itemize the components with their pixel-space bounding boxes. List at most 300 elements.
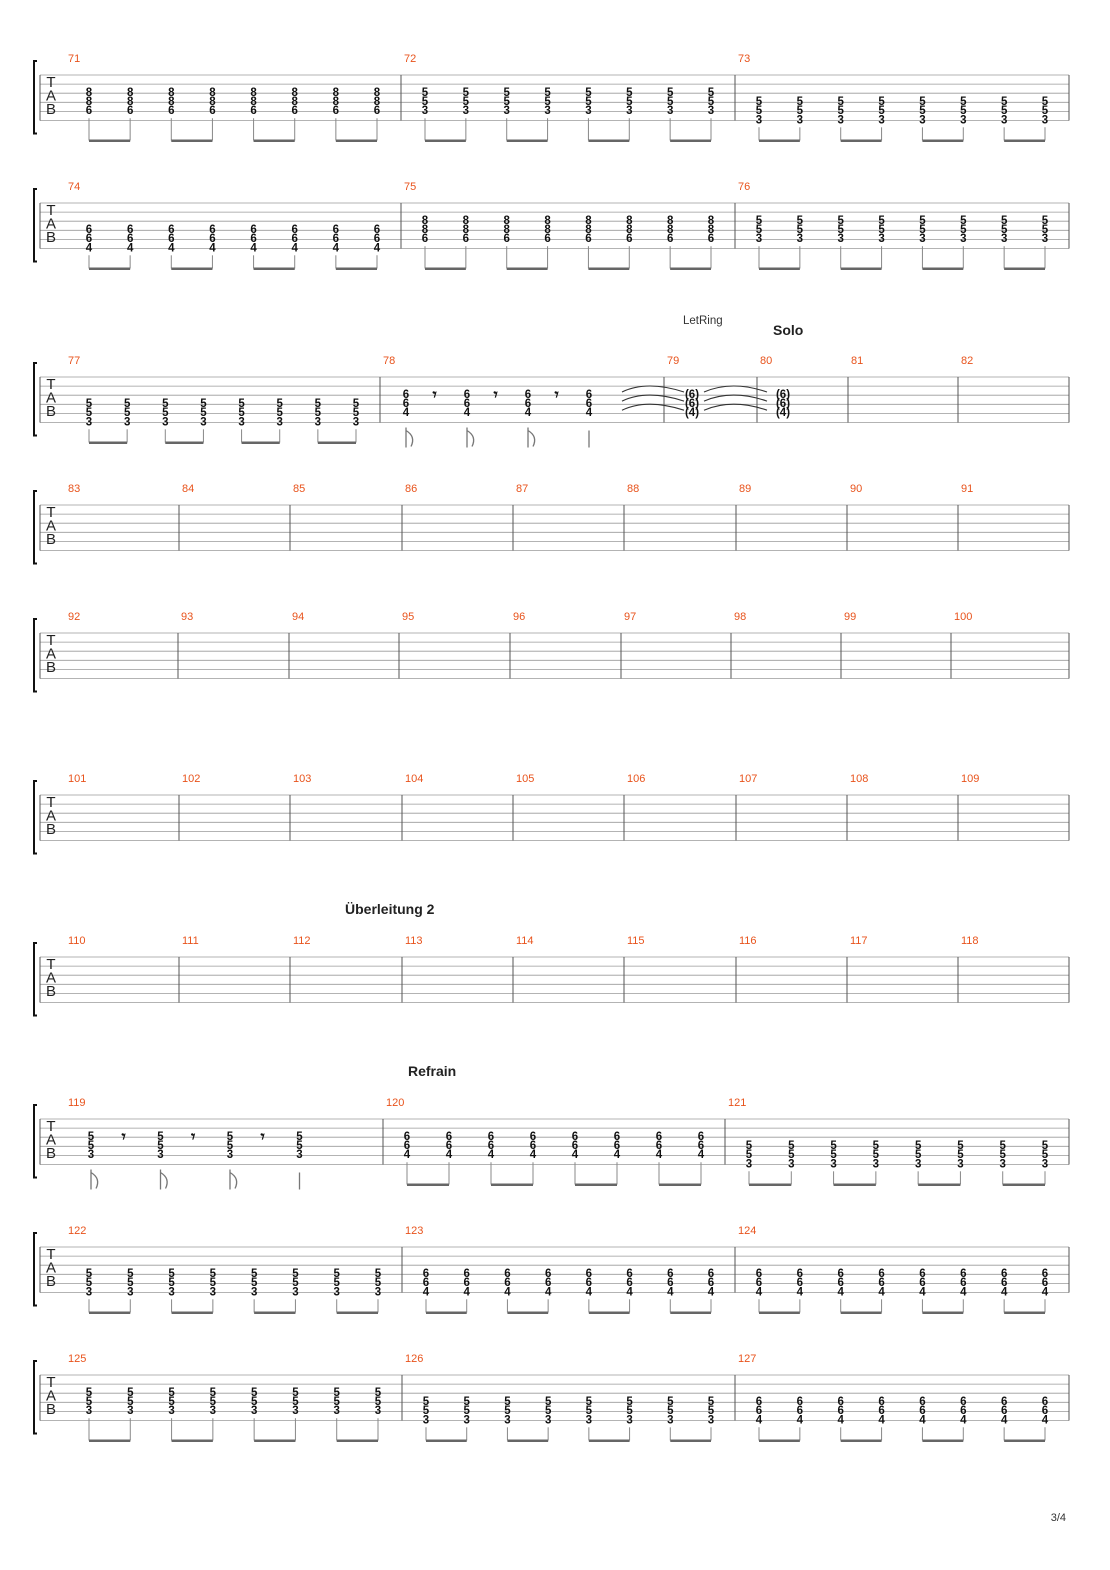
- fret-number: 6: [373, 233, 381, 246]
- tie-arc: [704, 386, 767, 392]
- measure-number: 123: [405, 1225, 424, 1237]
- fret-number: 6: [626, 1277, 633, 1290]
- measure-number: 111: [182, 935, 199, 947]
- beam: [841, 1312, 882, 1315]
- fret-number: (4): [775, 407, 791, 420]
- fret-number: 6: [613, 1140, 621, 1153]
- tab-system: [34, 619, 1069, 692]
- fret-number: 5: [333, 1396, 340, 1409]
- fret-number: 5: [1041, 105, 1049, 118]
- fret-number: 5: [292, 1387, 299, 1399]
- fret-number: 5: [919, 96, 926, 109]
- beam: [670, 1312, 711, 1315]
- fret-number: 4: [332, 242, 340, 255]
- system-bracket: [34, 189, 37, 262]
- fret-number: 3: [422, 1414, 430, 1427]
- measure-number: 109: [961, 773, 980, 785]
- fret-number: 3: [333, 1405, 340, 1418]
- fret-number: 5: [314, 407, 322, 420]
- fret-number: 5: [919, 105, 926, 118]
- fret-number: 6: [666, 233, 674, 246]
- fret-number: 3: [626, 1414, 633, 1427]
- fret-number: 6: [524, 389, 532, 401]
- beam: [922, 268, 963, 271]
- fret-number: 6: [571, 1140, 579, 1153]
- fret-number: 5: [421, 87, 429, 99]
- eighth-rest: 𝄾: [191, 1127, 196, 1146]
- fret-number: 5: [250, 1396, 258, 1409]
- fret-number: 4: [697, 1149, 705, 1162]
- fret-number: 4: [1000, 1414, 1008, 1427]
- tab-clef-letter: B: [45, 821, 57, 838]
- fret-number: 5: [919, 215, 926, 227]
- fret-number: 6: [1041, 1405, 1049, 1418]
- beam: [254, 140, 295, 143]
- fret-number: 5: [544, 96, 551, 109]
- fret-number: 4: [373, 242, 381, 255]
- fret-number: 8: [168, 87, 175, 99]
- fret-number: 3: [878, 114, 885, 127]
- tab-system: [34, 781, 1069, 854]
- fret-number: 3: [168, 1405, 175, 1418]
- fret-number: 6: [837, 1405, 844, 1418]
- beam: [318, 442, 356, 445]
- tab-clef-letter: A: [45, 645, 57, 663]
- beam: [918, 1184, 960, 1187]
- fret-number: 5: [544, 1405, 552, 1418]
- measure-number: 87: [516, 483, 529, 495]
- tab-system: [34, 363, 1069, 448]
- fret-number: 4: [463, 407, 471, 420]
- fret-number: 5: [296, 1131, 303, 1143]
- fret-number: 3: [250, 1286, 258, 1299]
- fret-number: 4: [837, 1286, 844, 1299]
- fret-number: 6: [707, 233, 715, 246]
- tab-clef-letter: T: [46, 504, 56, 521]
- section-label: Refrain: [408, 1063, 457, 1079]
- fret-number: 4: [126, 242, 134, 255]
- fret-number: 5: [352, 407, 360, 420]
- fret-number: 8: [85, 96, 93, 109]
- fret-number: 6: [445, 1140, 453, 1153]
- fret-number: 6: [1000, 1268, 1008, 1281]
- fret-number: 6: [529, 1140, 537, 1153]
- fret-number: 3: [919, 114, 926, 127]
- fret-number: 5: [1041, 224, 1049, 237]
- beam: [242, 442, 280, 445]
- eighth-flag: [230, 1170, 237, 1190]
- tab-clef-letter: T: [46, 794, 56, 811]
- measure-number: 114: [516, 935, 534, 947]
- fret-number: 8: [503, 224, 510, 237]
- measure-number: 125: [68, 1353, 87, 1365]
- fret-number: 6: [85, 224, 93, 237]
- measure-number: 76: [738, 181, 751, 193]
- fret-number: 4: [655, 1149, 663, 1162]
- fret-number: 6: [373, 224, 381, 237]
- tab-clef-letter: B: [45, 1273, 57, 1290]
- fret-number: 3: [585, 1414, 593, 1427]
- beam: [589, 1312, 630, 1315]
- measure-number: 82: [961, 355, 974, 367]
- fret-number: 5: [755, 96, 763, 109]
- tab-clef-letter: T: [46, 1118, 56, 1135]
- measure-number: 95: [402, 611, 415, 623]
- fret-number: 3: [878, 233, 885, 246]
- measure-number: 77: [68, 355, 81, 367]
- fret-number: 5: [914, 1149, 922, 1162]
- measure-number: 100: [954, 611, 973, 623]
- fret-number: 6: [796, 1268, 804, 1281]
- beam: [670, 140, 711, 143]
- eighth-flag: [406, 428, 413, 448]
- tie-arc: [704, 404, 767, 410]
- fret-number: 3: [276, 416, 283, 429]
- fret-number: 6: [463, 398, 471, 411]
- tab-clef-letter: T: [46, 202, 56, 219]
- fret-number: 3: [85, 1286, 93, 1299]
- fret-number: 6: [655, 1131, 663, 1143]
- fret-number: 6: [126, 105, 134, 118]
- tab-clef-letter: B: [45, 1145, 57, 1162]
- fret-number: 8: [626, 224, 633, 237]
- measure-number: 79: [667, 355, 680, 367]
- fret-number: 3: [85, 416, 93, 429]
- fret-number: 3: [745, 1158, 753, 1171]
- fret-number: 3: [872, 1158, 880, 1171]
- fret-number: 5: [333, 1277, 340, 1290]
- fret-number: 8: [626, 215, 633, 227]
- fret-number: 3: [544, 105, 551, 118]
- tie-arc: [622, 395, 684, 401]
- fret-number: 6: [504, 1277, 511, 1290]
- beam: [834, 1184, 876, 1187]
- measure-number: 86: [405, 483, 418, 495]
- tab-clef-letter: A: [45, 807, 57, 825]
- beam: [336, 140, 377, 143]
- beam: [759, 1440, 800, 1443]
- fret-number: 3: [209, 1286, 217, 1299]
- fret-number: 8: [462, 224, 470, 237]
- measure-number: 73: [738, 53, 751, 65]
- fret-number: 8: [250, 87, 257, 99]
- fret-number: 5: [837, 215, 844, 227]
- fret-number: 8: [373, 96, 381, 109]
- fret-number: 4: [796, 1414, 804, 1427]
- system-bracket: [34, 363, 37, 436]
- fret-number: 5: [87, 1131, 95, 1143]
- beam: [426, 1440, 467, 1443]
- fret-number: 5: [238, 398, 245, 411]
- fret-number: 4: [707, 1286, 715, 1299]
- fret-number: 6: [402, 398, 410, 411]
- fret-number: 6: [796, 1405, 804, 1418]
- fret-number: 5: [250, 1268, 258, 1281]
- tab-clef-letter: T: [46, 956, 56, 973]
- fret-number: 6: [837, 1268, 844, 1281]
- fret-number: 4: [571, 1149, 579, 1162]
- fret-number: 8: [373, 87, 381, 99]
- fret-number: 4: [613, 1149, 621, 1162]
- beam: [89, 1440, 130, 1443]
- measure-number: 78: [383, 355, 396, 367]
- fret-number: 5: [755, 215, 763, 227]
- fret-number: 5: [209, 1277, 217, 1290]
- fret-number: 3: [1000, 114, 1008, 127]
- fret-number: 8: [544, 224, 551, 237]
- fret-number: 6: [463, 1277, 470, 1290]
- fret-number: 6: [919, 1396, 926, 1409]
- fret-number: 6: [755, 1405, 763, 1418]
- fret-number: 4: [544, 1286, 552, 1299]
- fret-number: 5: [314, 398, 322, 411]
- fret-number: 6: [168, 105, 175, 118]
- fret-number: 5: [830, 1140, 837, 1153]
- fret-number: 8: [126, 87, 134, 99]
- fret-number: 5: [85, 407, 93, 420]
- fret-number: 5: [374, 1396, 382, 1409]
- tab-clef-letter: T: [46, 74, 56, 91]
- fret-number: 8: [332, 96, 340, 109]
- fret-number: 3: [85, 1405, 93, 1418]
- tab-clef-letter: B: [45, 229, 57, 246]
- fret-number: 3: [200, 416, 207, 429]
- fret-number: 6: [878, 1405, 885, 1418]
- tab-clef-letter: A: [45, 389, 57, 407]
- measure-number: 71: [68, 53, 81, 65]
- measure-number: 94: [292, 611, 305, 623]
- fret-number: 6: [919, 1405, 926, 1418]
- fret-number: 5: [960, 224, 967, 237]
- fret-number: 5: [209, 1387, 217, 1399]
- fret-number: 5: [127, 1268, 134, 1281]
- beam: [922, 1312, 963, 1315]
- fret-number: 4: [463, 1286, 470, 1299]
- fret-number: 5: [1000, 215, 1008, 227]
- measure-number: 119: [68, 1097, 86, 1109]
- fret-number: 5: [162, 398, 169, 411]
- fret-number: 6: [755, 1277, 763, 1290]
- fret-number: 6: [796, 1277, 804, 1290]
- fret-number: 5: [168, 1268, 175, 1281]
- fret-number: 6: [250, 224, 257, 237]
- system-bracket: [34, 943, 37, 1016]
- beam: [254, 268, 295, 271]
- measure-number: 90: [850, 483, 863, 495]
- fret-number: 5: [960, 96, 967, 109]
- fret-number: 5: [292, 1277, 299, 1290]
- fret-number: 4: [960, 1286, 967, 1299]
- fret-number: 6: [332, 105, 340, 118]
- fret-number: 4: [960, 1414, 967, 1427]
- fret-number: 6: [585, 233, 592, 246]
- fret-number: 5: [87, 1140, 95, 1153]
- fret-number: 5: [585, 96, 592, 109]
- fret-number: 3: [666, 105, 674, 118]
- fret-number: 5: [276, 398, 283, 411]
- fret-number: 6: [422, 1277, 430, 1290]
- fret-number: 5: [878, 224, 885, 237]
- fret-number: 8: [585, 215, 592, 227]
- measure-number: 102: [182, 773, 201, 785]
- fret-number: 6: [487, 1140, 495, 1153]
- fret-number: 6: [613, 1131, 621, 1143]
- measure-number: 108: [850, 773, 869, 785]
- beam: [407, 1184, 449, 1187]
- fret-number: 6: [837, 1277, 844, 1290]
- eighth-flag: [467, 428, 474, 448]
- measure-number: 127: [738, 1353, 757, 1365]
- fret-number: 3: [374, 1405, 382, 1418]
- fret-number: 4: [402, 407, 410, 420]
- system-bracket: [34, 1105, 37, 1178]
- fret-number: 5: [85, 1277, 93, 1290]
- fret-number: 6: [1041, 1396, 1049, 1409]
- measure-number: 103: [293, 773, 312, 785]
- fret-number: 3: [238, 416, 245, 429]
- fret-number: 4: [168, 242, 175, 255]
- fret-number: 5: [544, 87, 551, 99]
- fret-number: 4: [209, 242, 216, 255]
- fret-number: 6: [402, 389, 410, 401]
- fret-number: 5: [333, 1387, 340, 1399]
- fret-number: 3: [1041, 114, 1049, 127]
- beam: [841, 140, 882, 143]
- fret-number: 6: [126, 233, 134, 246]
- fret-number: 5: [830, 1149, 837, 1162]
- fret-number: 8: [291, 87, 298, 99]
- fret-number: 3: [503, 105, 510, 118]
- fret-number: 6: [1000, 1277, 1008, 1290]
- fret-number: 3: [999, 1158, 1006, 1171]
- measure-number: 99: [844, 611, 857, 623]
- fret-number: 5: [292, 1268, 299, 1281]
- measure-number: 113: [405, 935, 423, 947]
- fret-number: 6: [1041, 1277, 1049, 1290]
- fret-number: 6: [209, 224, 216, 237]
- fret-number: 6: [626, 233, 633, 246]
- fret-number: 5: [960, 215, 967, 227]
- fret-number: 4: [529, 1149, 537, 1162]
- beam: [171, 140, 212, 143]
- beam: [171, 268, 212, 271]
- measure-number: 97: [624, 611, 637, 623]
- fret-number: 5: [878, 105, 885, 118]
- fret-number: 5: [544, 1396, 552, 1409]
- fret-number: 5: [667, 1405, 674, 1418]
- measure-number: 93: [181, 611, 194, 623]
- beam: [759, 1312, 800, 1315]
- fret-number: 5: [1041, 96, 1049, 109]
- fret-number: 3: [957, 1158, 964, 1171]
- tab-clef-letter: B: [45, 531, 57, 548]
- fret-number: 5: [168, 1277, 175, 1290]
- fret-number: 5: [168, 1387, 175, 1399]
- measure-number: 116: [739, 935, 757, 947]
- fret-number: 6: [697, 1131, 705, 1143]
- system-bracket: [34, 781, 37, 854]
- fret-number: 5: [796, 215, 804, 227]
- fret-number: 4: [585, 1286, 593, 1299]
- fret-number: 6: [626, 1268, 633, 1281]
- tie-arc: [622, 386, 684, 392]
- measure-number: 81: [851, 355, 864, 367]
- beam: [670, 268, 711, 271]
- fret-number: 6: [667, 1268, 674, 1281]
- beam: [507, 140, 548, 143]
- fret-number: 4: [85, 242, 93, 255]
- fret-number: 4: [667, 1286, 674, 1299]
- fret-number: 5: [504, 1405, 511, 1418]
- fret-number: 8: [707, 224, 715, 237]
- fret-number: 3: [333, 1286, 340, 1299]
- fret-number: 4: [878, 1414, 885, 1427]
- fret-number: (6): [775, 389, 791, 401]
- fret-number: 5: [957, 1149, 964, 1162]
- fret-number: 5: [957, 1140, 964, 1153]
- fret-number: 3: [667, 1414, 674, 1427]
- fret-number: 5: [462, 87, 470, 99]
- fret-number: 5: [250, 1387, 258, 1399]
- fret-number: 6: [585, 1268, 593, 1281]
- fret-number: 8: [85, 87, 93, 99]
- beam: [254, 1312, 295, 1315]
- beam: [507, 1312, 548, 1315]
- fret-number: 3: [421, 105, 429, 118]
- fret-number: 5: [276, 407, 283, 420]
- beam: [491, 1184, 533, 1187]
- tab-clef-letter: A: [45, 969, 57, 987]
- tab-clef-letter: B: [45, 101, 57, 118]
- fret-number: 5: [1000, 105, 1008, 118]
- fret-number: 3: [585, 105, 592, 118]
- fret-number: 5: [878, 96, 885, 109]
- fret-number: 5: [200, 398, 207, 411]
- fret-number: 6: [291, 105, 298, 118]
- fret-number: (4): [684, 407, 700, 420]
- fret-number: 5: [837, 96, 844, 109]
- fret-number: 6: [667, 1277, 674, 1290]
- fret-number: 5: [157, 1131, 164, 1143]
- fret-number: 6: [529, 1131, 537, 1143]
- measure-number: 101: [68, 773, 87, 785]
- beam: [89, 1312, 130, 1315]
- fret-number: 5: [667, 1396, 674, 1409]
- fret-number: 5: [919, 224, 926, 237]
- measure-number: 85: [293, 483, 306, 495]
- fret-number: 4: [755, 1414, 763, 1427]
- fret-number: 4: [837, 1414, 844, 1427]
- fret-number: 3: [707, 1414, 715, 1427]
- fret-number: 5: [745, 1140, 753, 1153]
- fret-number: 6: [919, 1277, 926, 1290]
- beam: [89, 268, 130, 271]
- fret-number: 8: [209, 96, 216, 109]
- fret-number: 5: [755, 105, 763, 118]
- fret-number: 3: [314, 416, 322, 429]
- fret-number: 5: [250, 1277, 258, 1290]
- tie-arc: [704, 395, 767, 401]
- fret-number: 4: [1000, 1286, 1008, 1299]
- measure-number: 75: [404, 181, 417, 193]
- fret-number: 5: [209, 1268, 217, 1281]
- beam: [1003, 1184, 1045, 1187]
- tab-system: [34, 61, 1069, 142]
- fret-number: 3: [707, 105, 715, 118]
- fret-number: 5: [626, 1405, 633, 1418]
- fret-number: 5: [1041, 215, 1049, 227]
- fret-number: 6: [332, 224, 340, 237]
